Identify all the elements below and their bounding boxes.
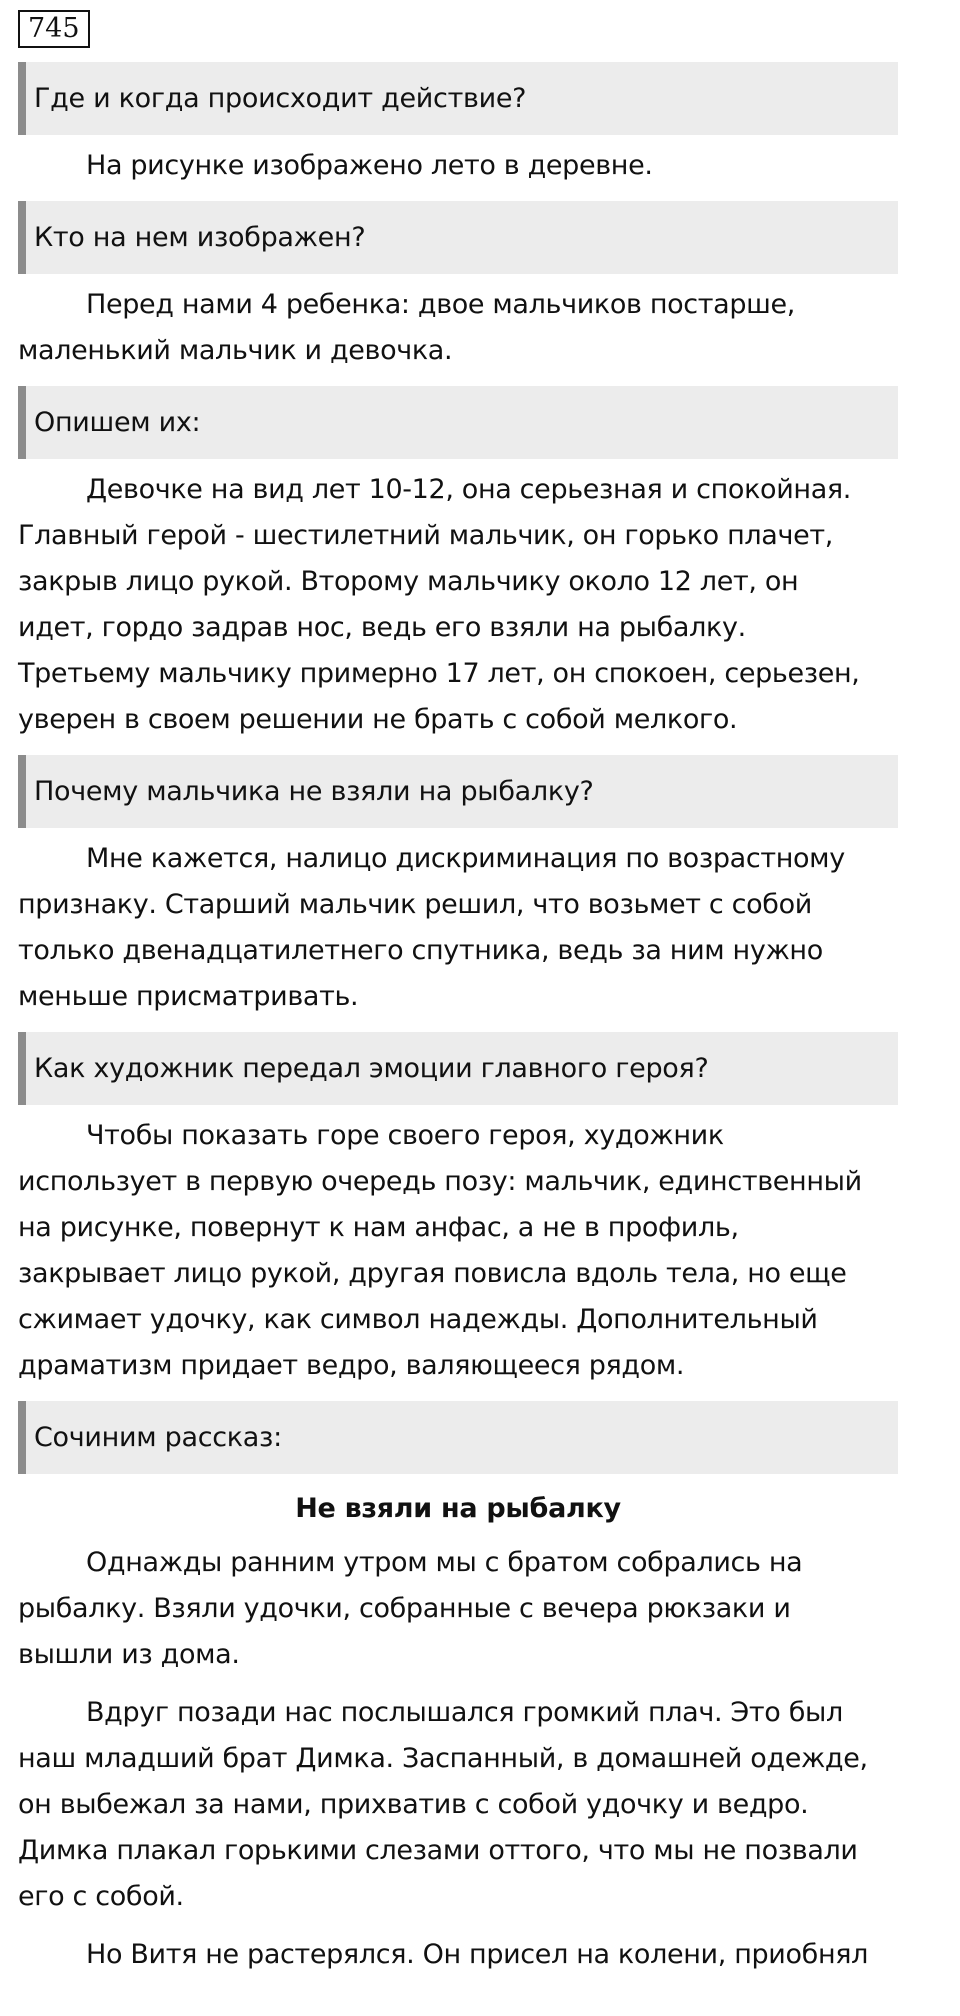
paragraph-line: идет, гордо задрав нос, ведь его взяли на рыбалку. bbox=[18, 612, 746, 643]
paragraph-line: Но Витя не растерялся. Он присел на колени, приобнял bbox=[86, 1939, 869, 1970]
document-content bbox=[18, 62, 918, 1978]
paragraph-line: уверен в своем решении не брать с собой мелкого. bbox=[18, 704, 738, 735]
paragraph-line: на рисунке, повернут к нам анфас, а не в профиль, bbox=[18, 1212, 739, 1243]
paragraph-line: вышли из дома. bbox=[18, 1639, 240, 1670]
paragraph-line: Чтобы показать горе своего героя, художник bbox=[86, 1120, 724, 1151]
question-heading: Как художник передал эмоции главного героя? bbox=[18, 1032, 898, 1105]
paragraph-line: Димка плакал горькими слезами оттого, что мы не позвали bbox=[18, 1835, 858, 1866]
question-heading: Где и когда происходит действие? bbox=[18, 62, 898, 135]
paragraph-line: Однажды ранним утром мы с братом собрались на bbox=[86, 1547, 803, 1578]
paragraph-line: только двенадцатилетнего спутника, ведь за ним нужно bbox=[18, 935, 823, 966]
paragraph-line: Мне кажется, налицо дискриминация по возрастному bbox=[86, 843, 845, 874]
paragraph-line: маленький мальчик и девочка. bbox=[18, 335, 453, 366]
story-title: Не взяли на рыбалку bbox=[295, 1493, 621, 1524]
question-heading: Кто на нем изображен? bbox=[18, 201, 898, 274]
answer-paragraph bbox=[18, 467, 918, 743]
paragraph-line: Перед нами 4 ребенка: двое мальчиков постарше, bbox=[86, 289, 795, 320]
question-heading: Опишем их: bbox=[18, 386, 898, 459]
paragraph-line: Третьему мальчику примерно 17 лет, он спокоен, серьезен, bbox=[18, 658, 860, 689]
document-page bbox=[18, 10, 918, 1990]
paragraph-line: он выбежал за нами, прихватив с собой удочку и ведро. bbox=[18, 1789, 809, 1820]
paragraph-line: драматизм придает ведро, валяющееся рядом. bbox=[18, 1350, 685, 1381]
paragraph-line: Девочке на вид лет 10-12, она серьезная и спокойная. bbox=[86, 474, 852, 505]
paragraph-line: сжимает удочку, как символ надежды. Дополнительный bbox=[18, 1304, 818, 1335]
paragraph-line: признаку. Старший мальчик решил, что возьмет с собой bbox=[18, 889, 812, 920]
paragraph-line: его с собой. bbox=[18, 1881, 184, 1912]
answer-paragraph bbox=[18, 1932, 918, 1978]
question-heading: Сочиним рассказ: bbox=[18, 1401, 898, 1474]
paragraph-line: На рисунке изображено лето в деревне. bbox=[86, 150, 653, 181]
answer-paragraph bbox=[18, 1113, 918, 1389]
answer-paragraph bbox=[18, 1690, 918, 1920]
answer-paragraph bbox=[18, 1540, 918, 1678]
paragraph-line: закрывает лицо рукой, другая повисла вдоль тела, но еще bbox=[18, 1258, 847, 1289]
paragraph-line: рыбалку. Взяли удочки, собранные с вечера рюкзаки и bbox=[18, 1593, 791, 1624]
answer-paragraph bbox=[18, 143, 918, 189]
paragraph-line: наш младший брат Димка. Заспанный, в домашней одежде, bbox=[18, 1743, 868, 1774]
paragraph-line: меньше присматривать. bbox=[18, 981, 359, 1012]
paragraph-line: Вдруг позади нас послышался громкий плач. Это был bbox=[86, 1697, 843, 1728]
paragraph-line: закрыв лицо рукой. Второму мальчику около 12 лет, он bbox=[18, 566, 799, 597]
task-number-box: 745 bbox=[18, 10, 90, 48]
paragraph-line: Главный герой - шестилетний мальчик, он горько плачет, bbox=[18, 520, 833, 551]
answer-paragraph bbox=[18, 282, 918, 374]
question-heading: Почему мальчика не взяли на рыбалку? bbox=[18, 755, 898, 828]
paragraph-line: использует в первую очередь позу: мальчик, единственный bbox=[18, 1166, 862, 1197]
answer-paragraph bbox=[18, 836, 918, 1020]
